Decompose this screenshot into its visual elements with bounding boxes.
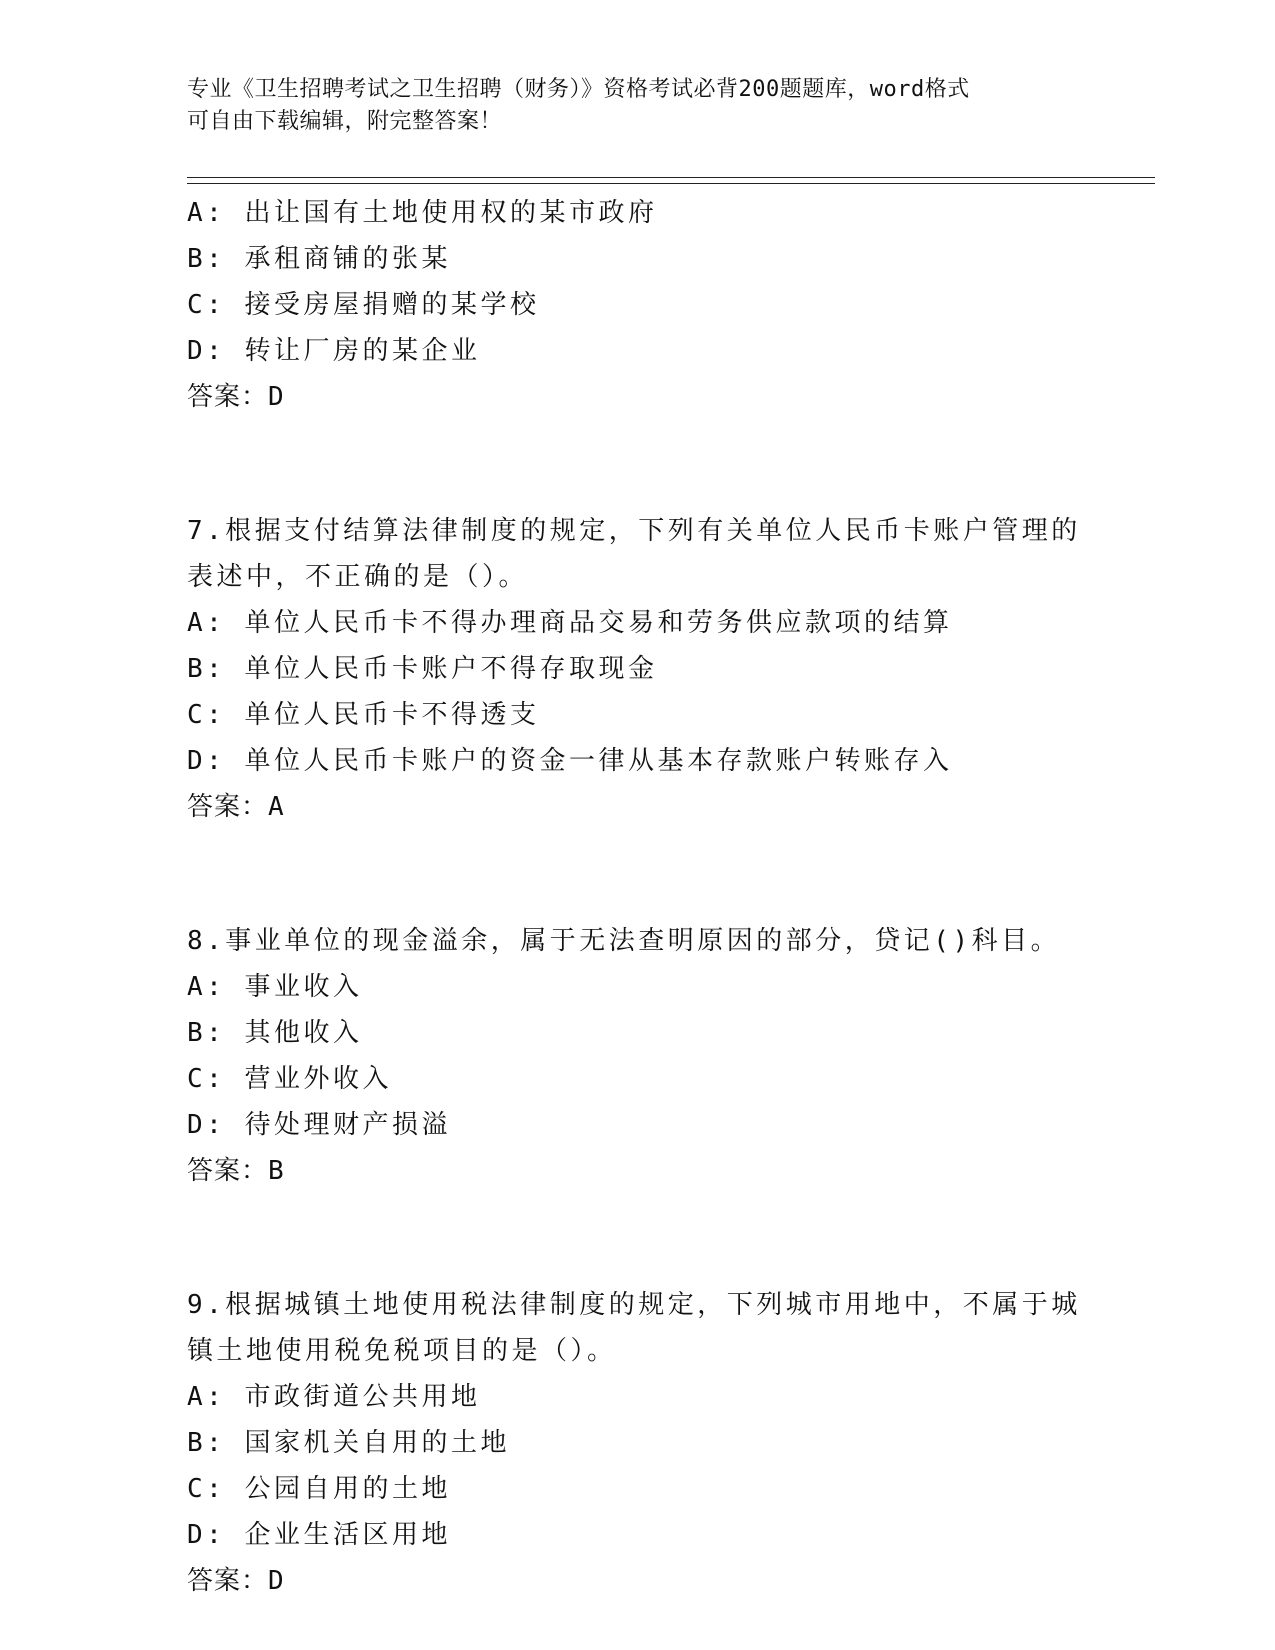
- option-b: B: 国家机关自用的土地: [187, 1428, 510, 1458]
- answer: 答案：D: [187, 382, 285, 412]
- option-c: C: 单位人民币卡不得透支: [187, 700, 540, 730]
- option-d: D: 待处理财产损溢: [187, 1110, 451, 1140]
- header-divider-bottom: [187, 183, 1155, 184]
- option-a: A: 出让国有土地使用权的某市政府: [187, 198, 658, 228]
- option-c: C: 公园自用的土地: [187, 1474, 451, 1504]
- question-text-line-1: 7.根据支付结算法律制度的规定，下列有关单位人民币卡账户管理的: [187, 516, 1081, 546]
- option-a: A: 单位人民币卡不得办理商品交易和劳务供应款项的结算: [187, 608, 953, 638]
- option-d: D: 转让厂房的某企业: [187, 336, 481, 366]
- option-c: C: 营业外收入: [187, 1064, 392, 1094]
- answer: 答案：D: [187, 1566, 285, 1596]
- option-b: B: 单位人民币卡账户不得存取现金: [187, 654, 658, 684]
- question-text-line-1: 8.事业单位的现金溢余，属于无法查明原因的部分，贷记()科目。: [187, 926, 1061, 956]
- question-block-6: [187, 190, 1087, 420]
- question-text-line-1: 9.根据城镇土地使用税法律制度的规定，下列城市用地中，不属于城: [187, 1290, 1081, 1320]
- option-d: D: 单位人民币卡账户的资金一律从基本存款账户转账存入: [187, 746, 953, 776]
- answer: 答案：A: [187, 792, 285, 822]
- header-line-2: 可自由下载编辑，附完整答案！: [187, 109, 503, 134]
- option-a: A: 市政街道公共用地: [187, 1382, 481, 1412]
- question-text-line-2: 镇土地使用税免税项目的是（）。: [187, 1336, 617, 1366]
- option-a: A: 事业收入: [187, 972, 363, 1002]
- question-block-9: [187, 1282, 1087, 1604]
- question-block-8: [187, 918, 1087, 1194]
- question-content: [187, 190, 1087, 1604]
- header-divider-top: [187, 177, 1155, 178]
- answer: 答案：B: [187, 1156, 285, 1186]
- option-b: B: 其他收入: [187, 1018, 363, 1048]
- question-text-line-2: 表述中，不正确的是（）。: [187, 562, 529, 592]
- option-c: C: 接受房屋捐赠的某学校: [187, 290, 540, 320]
- option-b: B: 承租商铺的张某: [187, 244, 451, 274]
- option-d: D: 企业生活区用地: [187, 1520, 451, 1550]
- question-block-7: [187, 508, 1087, 830]
- document-header: [187, 74, 1067, 138]
- header-line-1: 专业《卫生招聘考试之卫生招聘（财务）》资格考试必背200题题库，word格式: [187, 77, 970, 102]
